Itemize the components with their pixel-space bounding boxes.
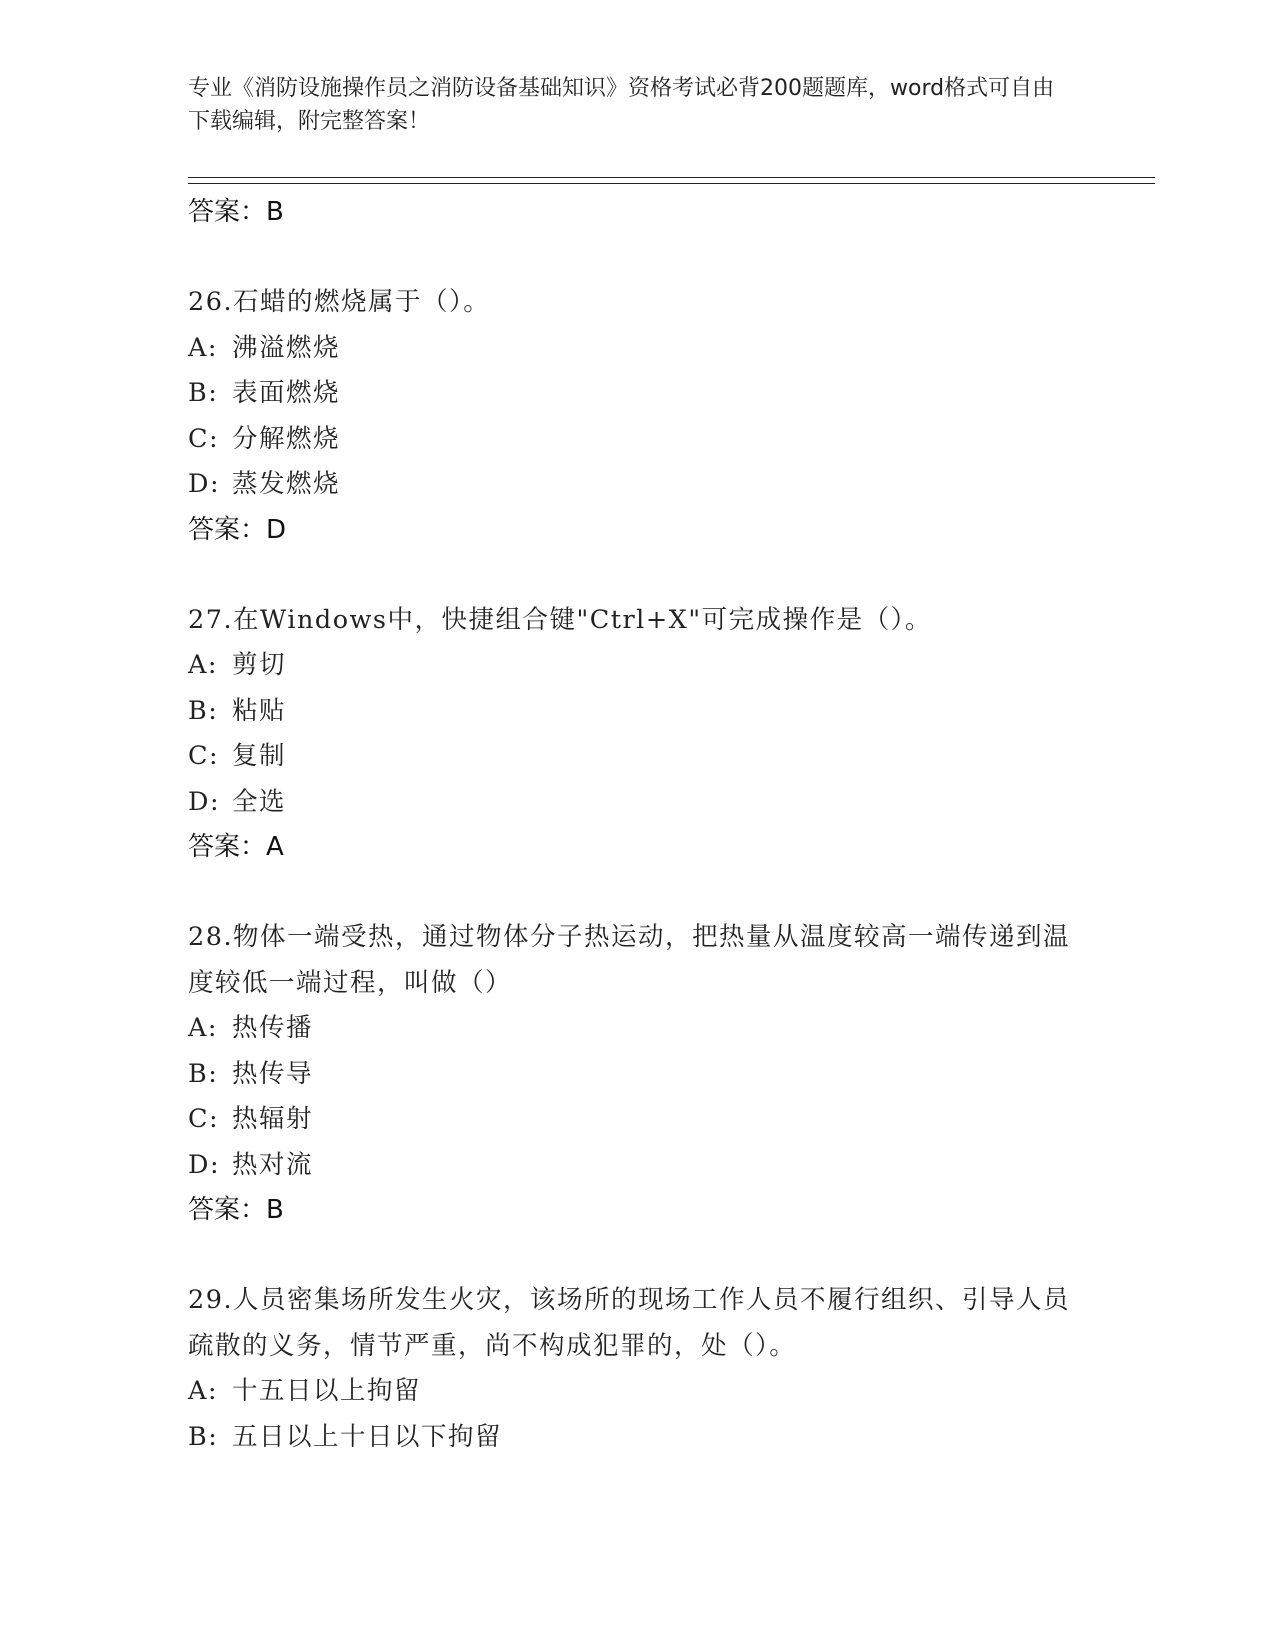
option-label: B:	[188, 1421, 219, 1452]
option-label: C:	[188, 741, 220, 771]
option-a	[188, 643, 1088, 689]
answer-line	[188, 190, 1088, 235]
option-text: 沸溢燃烧	[232, 332, 341, 363]
option-text: 十五日以上拘留	[232, 1376, 422, 1406]
option-text: 热传导	[232, 1058, 314, 1089]
option-label: D:	[188, 1149, 221, 1180]
question-26	[188, 280, 1088, 553]
answer-label: 答案：	[188, 514, 267, 545]
answer-label: 答案：	[188, 197, 267, 227]
question-list	[188, 190, 1088, 1460]
answer-value: D	[266, 514, 287, 545]
option-text: 剪切	[232, 650, 287, 680]
answer-line	[188, 1188, 1088, 1233]
option-label: C:	[188, 1104, 220, 1134]
option-b	[188, 689, 1088, 735]
option-text: 热辐射	[232, 1104, 314, 1134]
option-text: 粘贴	[232, 695, 287, 726]
option-text: 五日以上十日以下拘留	[232, 1421, 503, 1452]
option-label: A:	[188, 650, 219, 680]
option-a	[188, 326, 1088, 372]
option-label: D:	[188, 786, 221, 817]
option-a	[188, 1369, 1088, 1415]
answer-line	[188, 508, 1088, 553]
option-d	[188, 462, 1088, 508]
option-text: 热传播	[232, 1013, 314, 1043]
question-stem: 27.在Windows中，快捷组合键"Ctrl+X"可完成操作是（）。	[188, 604, 932, 635]
answer-label: 答案：	[188, 832, 267, 862]
question-stem: 28.物体一端受热，通过物体分子热运动，把热量从温度较高一端传递到温度较低一端过程，叫做（）	[188, 922, 1071, 998]
question-29	[188, 1278, 1088, 1460]
question-stem: 29.人员密集场所发生火灾，该场所的现场工作人员不履行组织、引导人员疏散的义务，情节严重，尚不构成犯罪的，处（）。	[188, 1285, 1071, 1361]
answer-value: B	[266, 197, 284, 227]
header-rule-bottom	[188, 183, 1155, 184]
option-c	[188, 417, 1088, 463]
option-a	[188, 1006, 1088, 1052]
option-label: B:	[188, 1058, 219, 1089]
option-c	[188, 734, 1088, 780]
question-28	[188, 915, 1088, 1233]
option-text: 分解燃烧	[232, 423, 341, 454]
option-label: C:	[188, 423, 220, 454]
option-b	[188, 1052, 1088, 1098]
answer-value: B	[266, 1195, 284, 1225]
header-rule-top	[188, 177, 1155, 178]
answer-value: A	[266, 832, 284, 862]
question-stem: 26.石蜡的燃烧属于（）。	[188, 287, 491, 317]
option-text: 表面燃烧	[232, 378, 341, 408]
option-text: 蒸发燃烧	[232, 469, 341, 499]
option-label: B:	[188, 695, 219, 726]
option-label: D:	[188, 469, 221, 499]
option-b	[188, 1415, 1088, 1461]
option-c	[188, 1097, 1088, 1143]
option-text: 全选	[232, 786, 287, 817]
question-27	[188, 598, 1088, 871]
answer-label: 答案：	[188, 1195, 267, 1225]
answer-line	[188, 825, 1088, 870]
option-text: 复制	[232, 741, 287, 771]
option-b	[188, 371, 1088, 417]
option-label: B:	[188, 378, 219, 408]
document-header: 专业《消防设施操作员之消防设备基础知识》资格考试必背200题题库，word格式可自由下载编辑，附完整答案！	[188, 76, 1055, 134]
option-label: A:	[188, 332, 219, 363]
option-label: A:	[188, 1013, 219, 1043]
option-d	[188, 780, 1088, 826]
option-text: 热对流	[232, 1149, 314, 1180]
option-d	[188, 1143, 1088, 1189]
option-label: A:	[188, 1376, 219, 1406]
